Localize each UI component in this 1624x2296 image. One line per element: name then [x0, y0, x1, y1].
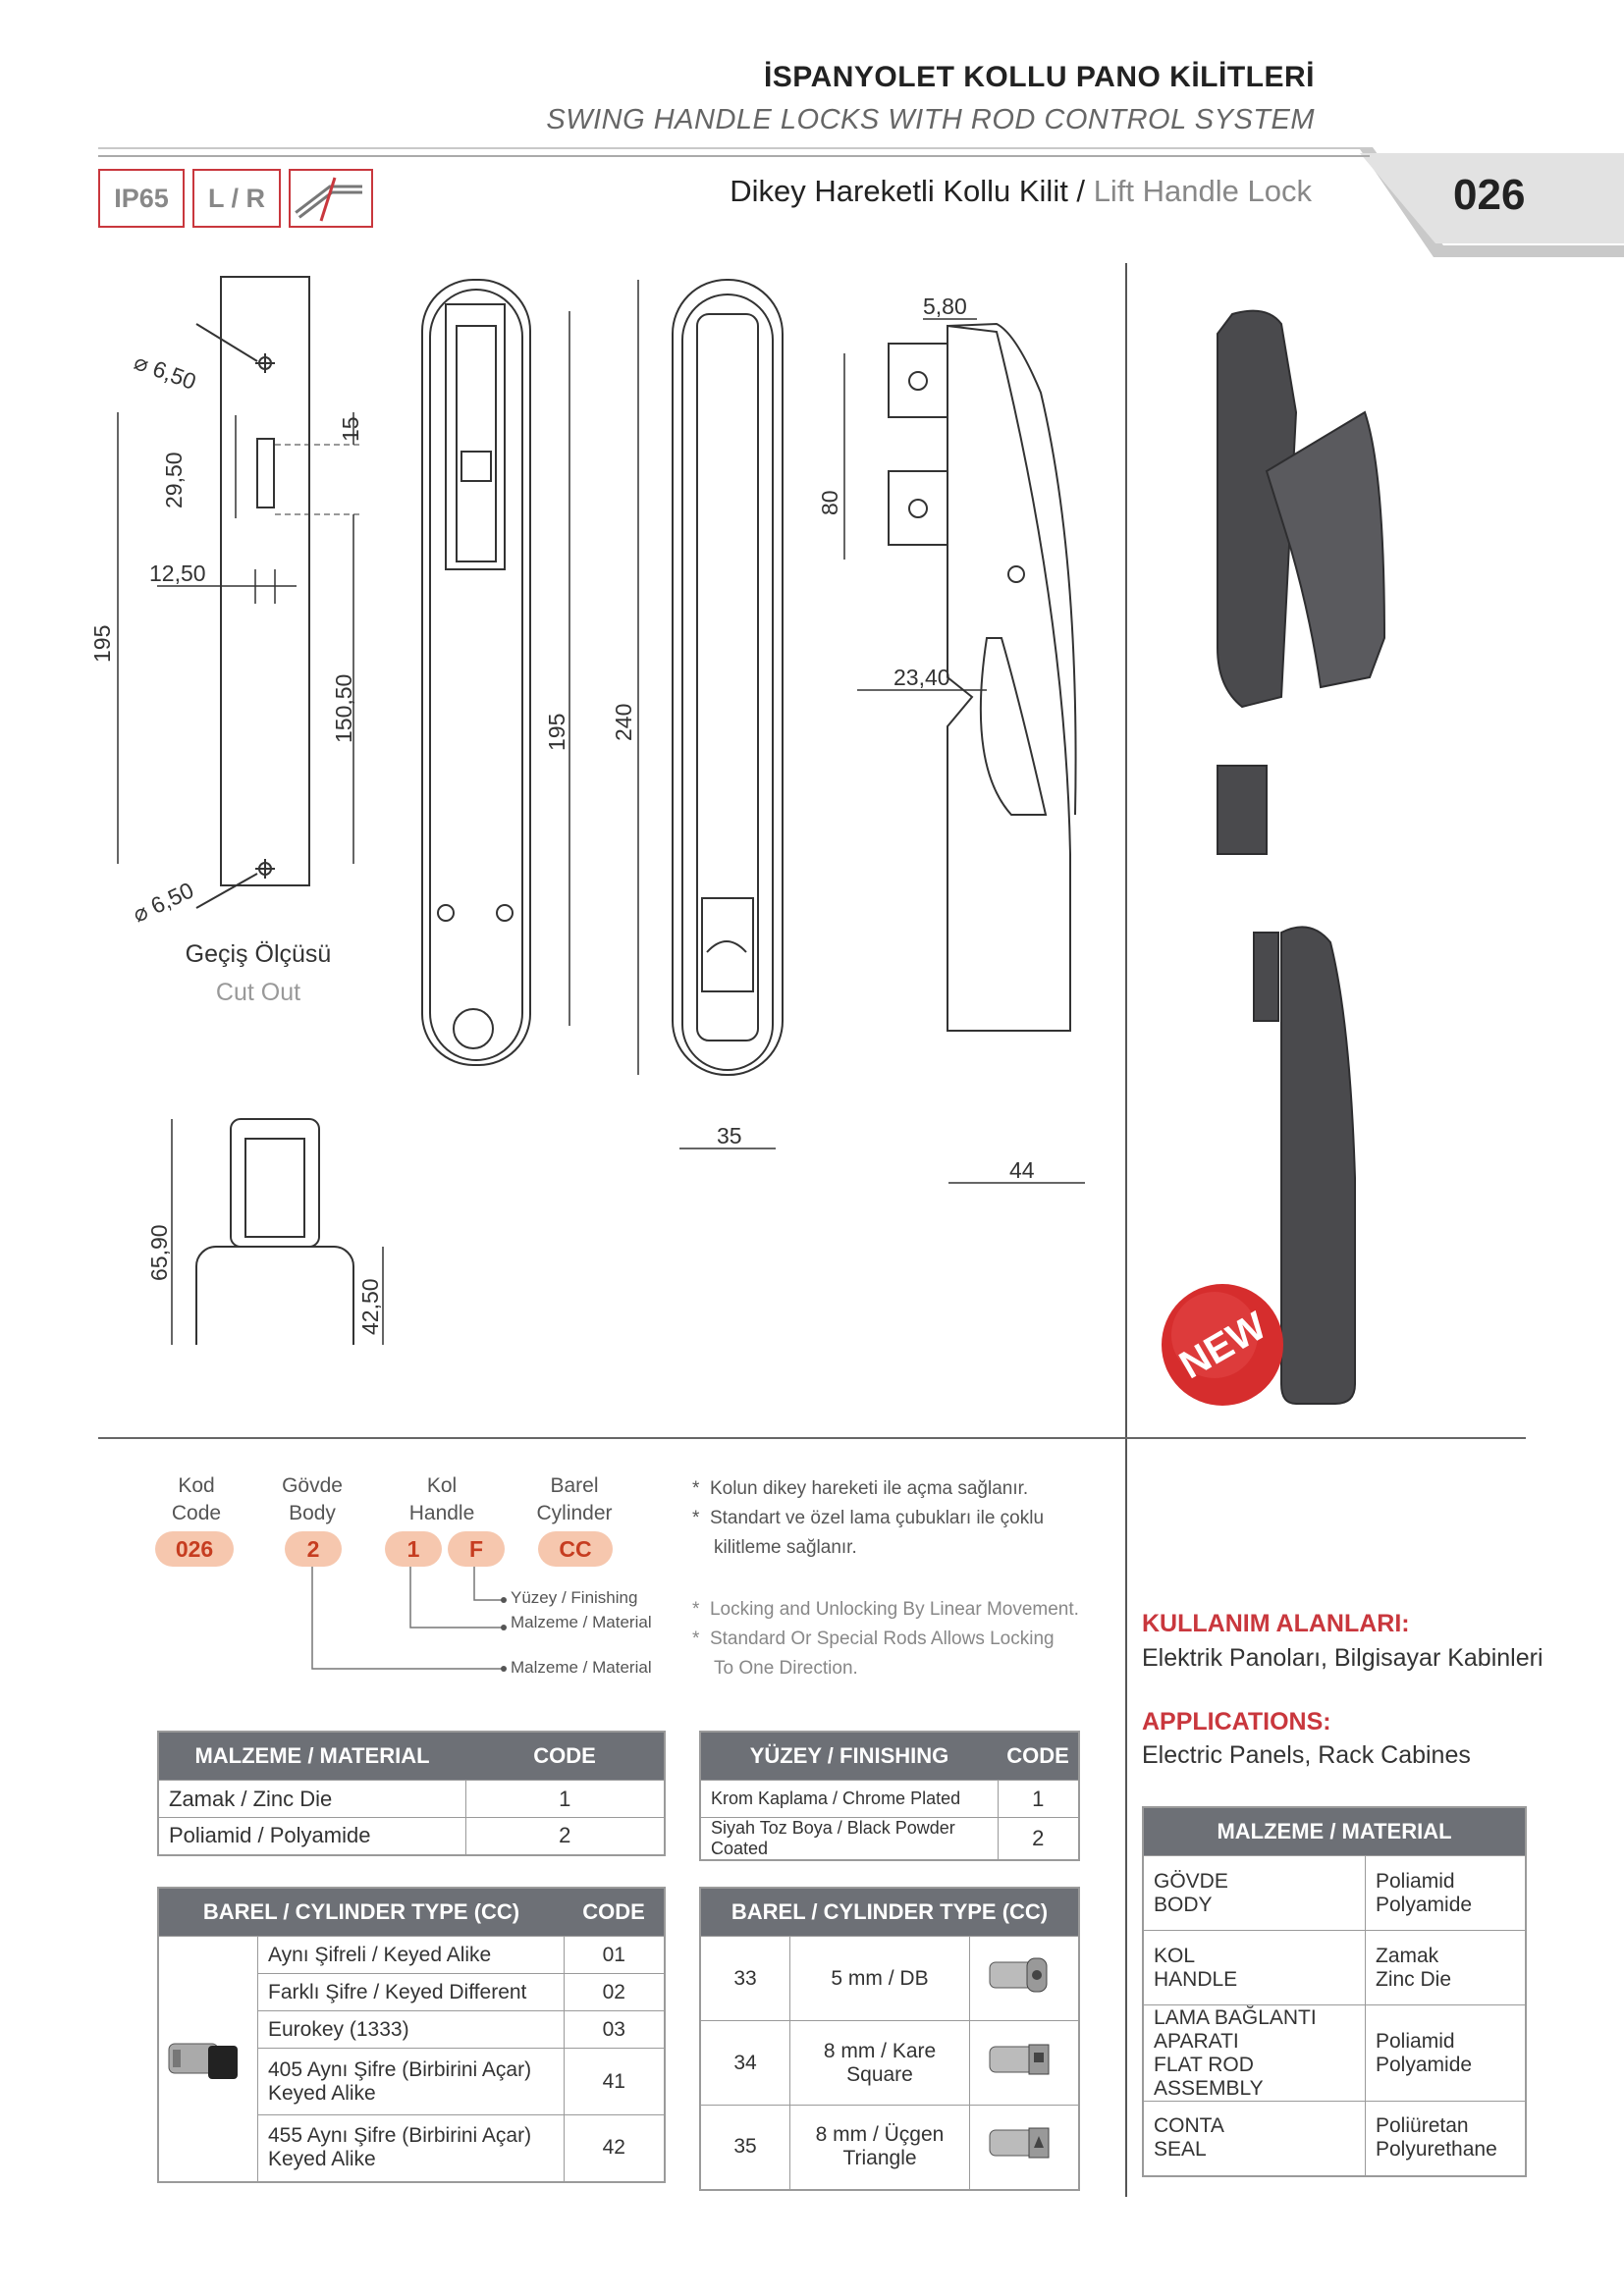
- usage-text-tr: Elektrik Panoları, Bilgisayar Kabinleri: [1142, 1644, 1543, 1672]
- table-row: 455 Aynı Şifre (Birbirini Açar) Keyed Alike: [258, 2115, 565, 2182]
- material-table-h1: MALZEME / MATERIAL: [158, 1732, 465, 1781]
- material-table: MALZEME / MATERIAL CODE Zamak / Zinc Die 1 Poliamid / Polyamide 2: [157, 1731, 666, 1856]
- table-row: 33: [700, 1937, 790, 2021]
- dim-1250: 12,50: [149, 561, 206, 586]
- cylinder-table-h2: CODE: [564, 1888, 665, 1937]
- table-row: Zamak / Zinc Die: [158, 1781, 465, 1818]
- table-row: CONTA SEAL: [1143, 2102, 1366, 2176]
- side-view-outer: [673, 280, 783, 1075]
- code-pill-finish: F: [448, 1531, 505, 1567]
- dim-15050: 150,50: [331, 673, 356, 743]
- dim-15: 15: [338, 416, 363, 442]
- cylinder-34-image: [970, 2021, 1080, 2106]
- legend-finishing: Yüzey / Finishing: [511, 1588, 638, 1607]
- usage-title-tr: KULLANIM ALANLARI:: [1142, 1610, 1410, 1637]
- new-badge: [1154, 1276, 1291, 1414]
- table-row: Eurokey (1333): [258, 2011, 565, 2049]
- finishing-table: YÜZEY / FINISHING CODE Krom Kaplama / Chrome Plated 1 Siyah Toz Boya / Black Powder Coated 2: [699, 1731, 1080, 1861]
- cylinder-image: [158, 1937, 258, 2182]
- dim-35: 35: [717, 1123, 742, 1148]
- lr-badge: L / R: [192, 169, 281, 228]
- code-pill-kol: 1: [385, 1531, 442, 1567]
- cylinder-35-image: [970, 2106, 1080, 2190]
- material-table-h2: CODE: [465, 1732, 665, 1781]
- table-row: 405 Aynı Şifre (Birbirini Açar) Keyed Alike: [258, 2049, 565, 2115]
- table-row: GÖVDE BODY: [1143, 1856, 1366, 1931]
- subtitle-en: Lift Handle Lock: [1093, 174, 1312, 208]
- material-table-2-h1: MALZEME / MATERIAL: [1143, 1807, 1526, 1856]
- table-row: Farklı Şifre / Keyed Different: [258, 1974, 565, 2011]
- cylinder-table: BAREL / CYLINDER TYPE (CC) CODE Aynı Şifreli / Keyed Alike 01 Farklı Şifre / Keyed Different 02 Eurokey (1333) 03 405 Aynı Şifre (Birbirini Açar) Keyed Alike 41 455 Aynı Şifre (Birbirini Açar) Keyed Alike 42: [157, 1887, 666, 2183]
- cylinder-33-image: [970, 1937, 1080, 2021]
- table-row: Poliamid / Polyamide: [158, 1818, 465, 1855]
- cylinder-table-h1: BAREL / CYLINDER TYPE (CC): [158, 1888, 564, 1937]
- material-table-2: MALZEME / MATERIAL GÖVDE BODY Poliamid Polyamide KOL HANDLE Zamak Zinc Die LAMA BAĞLANTI APARATI FLAT ROD ASSEMBLY Poliamid Polyamide CONTA SEAL Poliüretan Polyurethane: [1142, 1806, 1527, 2177]
- notes-en: * Locking and Unlocking By Linear Movement. * Standard Or Special Rods Allows Locking To One Direction.: [692, 1599, 1079, 1679]
- technical-drawing: [59, 265, 1119, 1345]
- legend-material1: Malzeme / Material: [511, 1613, 652, 1631]
- dim-44: 44: [1009, 1157, 1035, 1183]
- code-pill-govde: 2: [285, 1531, 342, 1567]
- dim-4250: 42,50: [357, 1278, 383, 1335]
- notes-tr: * Kolun dikey hareketi ile açma sağlanır. * Standart ve özel lama çubukları ile çoklu kilitleme sağlanır.: [692, 1478, 1045, 1558]
- cutout-label-tr: Geçiş Ölçüsü: [185, 940, 332, 968]
- code-col-govde: Gövde Body: [282, 1474, 343, 1524]
- usage-text-en: Electric Panels, Rack Cabines: [1142, 1741, 1471, 1769]
- product-photos: [1173, 294, 1596, 1423]
- legend-material2: Malzeme / Material: [511, 1658, 652, 1677]
- dim-195b: 195: [544, 713, 569, 751]
- page-title-en: SWING HANDLE LOCKS WITH ROD CONTROL SYSTEM: [546, 104, 1315, 135]
- svg-text:NEW: NEW: [1172, 1304, 1273, 1388]
- profile-view: [947, 326, 1070, 1031]
- finishing-table-h1: YÜZEY / FINISHING: [700, 1732, 998, 1781]
- finishing-table-h2: CODE: [998, 1732, 1079, 1781]
- ip65-badge: IP65: [98, 169, 185, 228]
- front-view-outer: [422, 280, 530, 1065]
- table-row: 35: [700, 2106, 790, 2190]
- code-col-kol: Kol Handle: [408, 1474, 475, 1524]
- rod-system-icon: [289, 169, 373, 228]
- table-row: KOL HANDLE: [1143, 1931, 1366, 2005]
- code-pill-kod: 026: [155, 1531, 234, 1567]
- dim-2340: 23,40: [893, 665, 950, 690]
- page-number: 026: [1453, 171, 1526, 219]
- table-row: 34: [700, 2021, 790, 2106]
- cylinder-table-2-h1: BAREL / CYLINDER TYPE (CC): [700, 1888, 1079, 1937]
- page-title: İSPANYOLET KOLLU PANO KİLİTLERİ: [763, 61, 1315, 93]
- table-row: Krom Kaplama / Chrome Plated: [700, 1781, 998, 1818]
- table-row: LAMA BAĞLANTI APARATI FLAT ROD ASSEMBLY: [1143, 2005, 1366, 2102]
- dim-240: 240: [611, 703, 636, 741]
- dim-80: 80: [817, 490, 842, 515]
- table-row: Aynı Şifreli / Keyed Alike: [258, 1937, 565, 1974]
- dim-6590: 65,90: [146, 1224, 172, 1281]
- dim-2950: 29,50: [161, 452, 187, 508]
- horizontal-divider: [98, 1437, 1526, 1439]
- usage-title-en: APPLICATIONS:: [1142, 1708, 1331, 1735]
- code-legend-lines: [295, 1567, 511, 1675]
- product-photo-closed: [1281, 927, 1355, 1404]
- dim-580: 5,80: [923, 294, 967, 319]
- subtitle: [730, 174, 1312, 209]
- code-col-barel: Barel Cylinder: [536, 1474, 613, 1524]
- cutout-slot: [257, 439, 274, 507]
- cutout-label-en: Cut Out: [215, 979, 301, 1006]
- cylinder-table-2: BAREL / CYLINDER TYPE (CC) 33 5 mm / DB 34 8 mm / Kare Square 35 8 mm / Üçgen Triangle: [699, 1887, 1080, 2191]
- subtitle-tr: Dikey Hareketli Kollu Kilit /: [730, 174, 1086, 208]
- vertical-divider: [1125, 263, 1127, 2197]
- code-col-kod: Kod Code: [171, 1474, 222, 1524]
- dim-d650-bottom: ⌀ 6,50: [129, 877, 198, 928]
- dim-d650-top: ⌀ 6,50: [131, 348, 200, 395]
- dim-195a: 195: [89, 624, 115, 663]
- table-row: Siyah Toz Boya / Black Powder Coated: [700, 1818, 998, 1861]
- code-pill-barel: CC: [538, 1531, 613, 1567]
